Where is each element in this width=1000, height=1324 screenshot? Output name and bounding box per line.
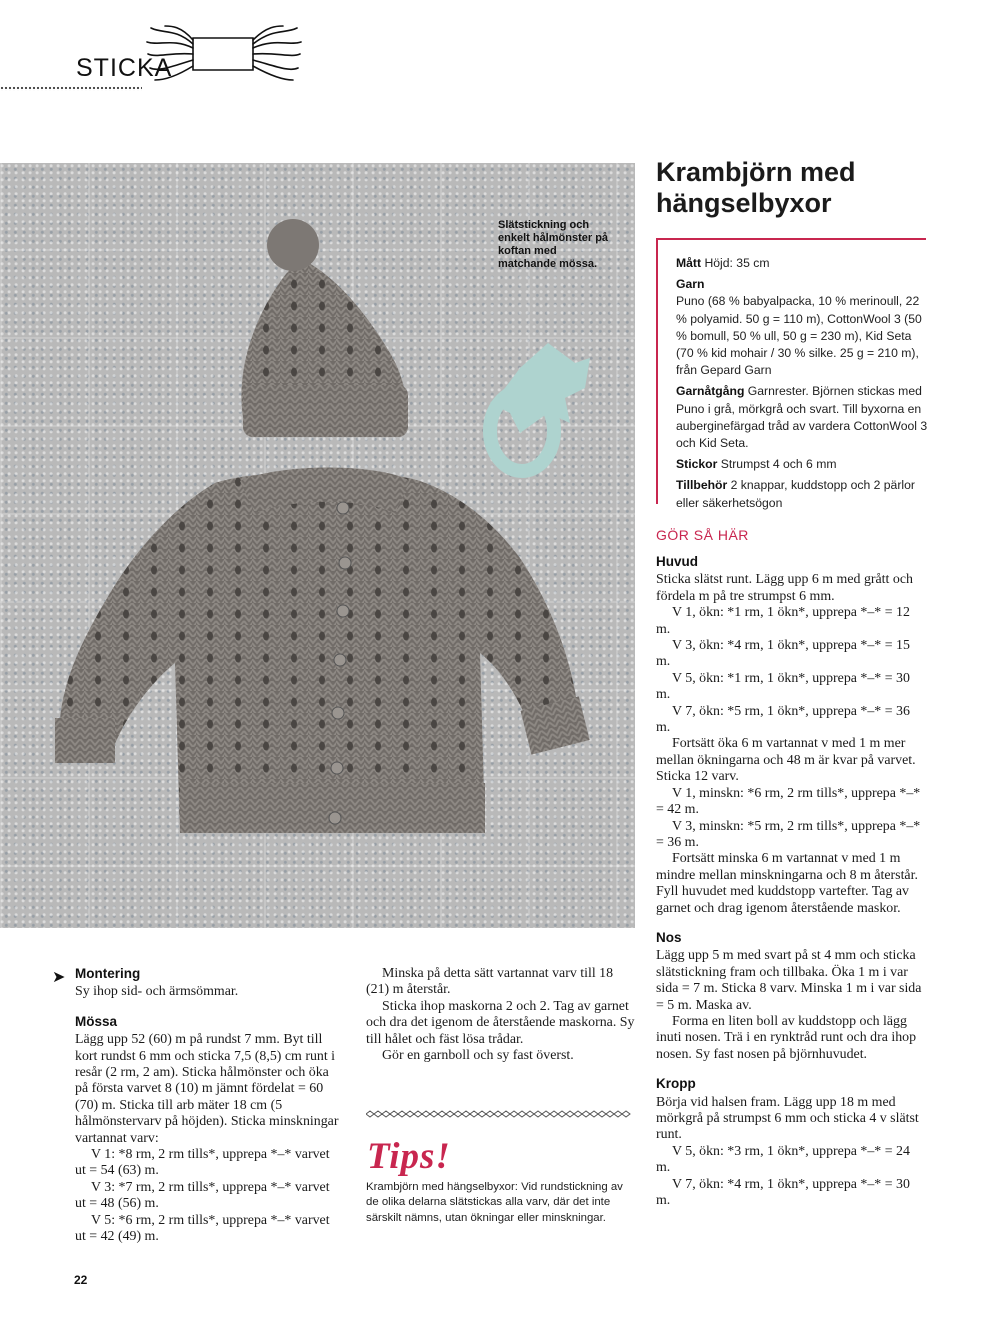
text-line: V 1: *8 rm, 2 rm tills*, upprepa *–* varvet ut = 54 (63) m. bbox=[75, 1147, 330, 1179]
montering-heading: Montering bbox=[75, 966, 141, 981]
text-line: Lägg upp 5 m med svart på st 4 mm och sticka slätstickning fram och tillbaka. Öka 1 m i var sida = 7 m. Sticka 8 varv. Minska 1 m i var sida = 5 m. Maska av. bbox=[656, 948, 922, 1013]
text-line: Lägg upp 52 (60) m på rundst 7 mm. Byt till kort rundst 6 mm och sticka 7,5 (8,5) cm runt i resår (2 rm, 2 am). Sticka hålmönster och öka på första varvet 8 (10) m jämnt fördelat = 60 (70) m. Sticka till arb mäter 18 cm (5 hålmönstervarv på höjden). Sticka minskningar vartannat varv: bbox=[75, 1032, 339, 1146]
huvud-heading: Huvud bbox=[656, 554, 698, 569]
text-line: Börja vid halsen fram. Lägg upp 18 m med mörkgrå på strumpst 6 mm och sticka 4 v slätst runt. bbox=[656, 1094, 919, 1143]
text-line: Minska på detta sätt vartannat varv till 18 (21) m återstår. bbox=[366, 966, 614, 998]
text-line: V 5, ökn: *1 rm, 1 ökn*, upprepa *–* = 30 m. bbox=[656, 670, 910, 703]
cardigan bbox=[55, 468, 590, 834]
text-line: V 3, ökn: *4 rm, 1 ökn*, upprepa *–* = 15 m. bbox=[656, 638, 910, 670]
text-line: V 1, minskn: *6 rm, 2 rm tills*, upprepa *–* = 42 m. bbox=[656, 785, 921, 818]
text-line: Fortsätt öka 6 m vartannat v med 1 m mer mellan ökningarna och 48 m är kvar på varvet. Sticka 12 varv. bbox=[656, 736, 916, 785]
mossa-heading: Mössa bbox=[75, 1013, 118, 1029]
text-line: Gör en garnboll och sy fast överst. bbox=[382, 1048, 574, 1064]
info-matt: Mått Höjd: 35 cm bbox=[676, 256, 770, 270]
column-1 bbox=[75, 966, 343, 1246]
info-garn: Garn Puno (68 % babyalpacka, 10 % merinoull, 22 % polyamid. 50 g = 110 m), CottonWool 3 (50 % bomull, 50 % ull, 50 g = 230 m), Kid Seta (70 % kid mohair / 30 % silke. 25 g = 210 m), från Gepard Garn bbox=[676, 277, 922, 378]
arrow-icon: ➤ bbox=[52, 967, 66, 986]
tips-divider bbox=[366, 1110, 634, 1118]
nos-heading: Nos bbox=[656, 929, 682, 945]
yarn-skein-icon bbox=[145, 24, 303, 84]
page-number: 22 bbox=[74, 1273, 88, 1287]
text-line: V 5: *6 rm, 2 rm tills*, upprepa *–* varvet ut = 42 (49) m. bbox=[75, 1212, 330, 1245]
text-line: V 1, ökn: *1 rm, 1 ökn*, upprepa *–* = 12 m. bbox=[656, 605, 910, 637]
instructions-heading: GÖR SÅ HÄR bbox=[656, 527, 749, 543]
text-line: V 5, ökn: *3 rm, 1 ökn*, upprepa *–* = 24 m. bbox=[656, 1143, 910, 1176]
photo-caption: Slätstickning och enkelt hålmönster på koftan med matchande mössa. bbox=[498, 219, 609, 270]
info-tillbehor: Tillbehör 2 knappar, kuddstopp och 2 pärlor eller säkerhetsögon bbox=[676, 478, 915, 510]
column-2 bbox=[366, 966, 636, 1064]
text-line: Sy ihop sid- och ärmsömmar. bbox=[75, 984, 239, 1000]
tips-text: Krambjörn med hängselbyxor: Vid rundstickning av de olika delarna slätstickas alla varv, där det inte särskilt nämns, utan ökningar eller minskningar. bbox=[366, 1181, 623, 1224]
materials-info bbox=[676, 255, 928, 516]
section-title: STICKA bbox=[76, 54, 173, 82]
text-line: V 7, ökn: *4 rm, 1 ökn*, upprepa *–* = 30 m. bbox=[656, 1176, 910, 1209]
column-3 bbox=[656, 554, 926, 1209]
text-line: V 7, ökn: *5 rm, 1 ökn*, upprepa *–* = 36 m. bbox=[656, 703, 910, 736]
text-line: Sticka slätst runt. Lägg upp 6 m med grått och fördela m på tre strumpst 6 mm. bbox=[656, 572, 913, 604]
product-photo bbox=[0, 163, 635, 928]
teether bbox=[490, 343, 590, 471]
header-divider bbox=[0, 86, 142, 91]
text-line: V 3: *7 rm, 2 rm tills*, upprepa *–* varvet ut = 48 (56) m. bbox=[75, 1179, 330, 1212]
hat bbox=[241, 219, 408, 437]
text-line: V 3, minskn: *5 rm, 2 rm tills*, upprepa *–* = 36 m. bbox=[656, 818, 921, 850]
tips-heading: Tips! bbox=[367, 1136, 451, 1177]
text-line: Forma en liten boll av kuddstopp och lägg inuti nosen. Trä i en rynktråd runt och dra ihop nosen. Sy fast nosen på björnhuvudet. bbox=[656, 1013, 917, 1062]
info-garnatgang: Garnåtgång Garnrester. Björnen stickas med Puno i grå, mörkgrå och svart. Till byxorna en auberginefärgad tråd av vardera CottonWool 3 och Kid Seta. bbox=[676, 384, 928, 451]
info-stickor: Stickor Strumpst 4 och 6 mm bbox=[676, 457, 837, 472]
kropp-heading: Kropp bbox=[656, 1076, 696, 1092]
text-line: Sticka ihop maskorna 2 och 2. Tag av garnet och dra det igenom de återstående maskorna. Sy till hålet och fäst lösa trådar. bbox=[366, 998, 635, 1047]
text-line: Fortsätt minska 6 m vartannat v med 1 m mindre mellan minskningarna och 8 m återstår. Fyll huvudet med kuddstopp vartefter. Tag av garnet och drag igenom återstående maskor. bbox=[656, 851, 918, 916]
article-title: Krambjörn med hängselbyxor bbox=[656, 157, 856, 218]
